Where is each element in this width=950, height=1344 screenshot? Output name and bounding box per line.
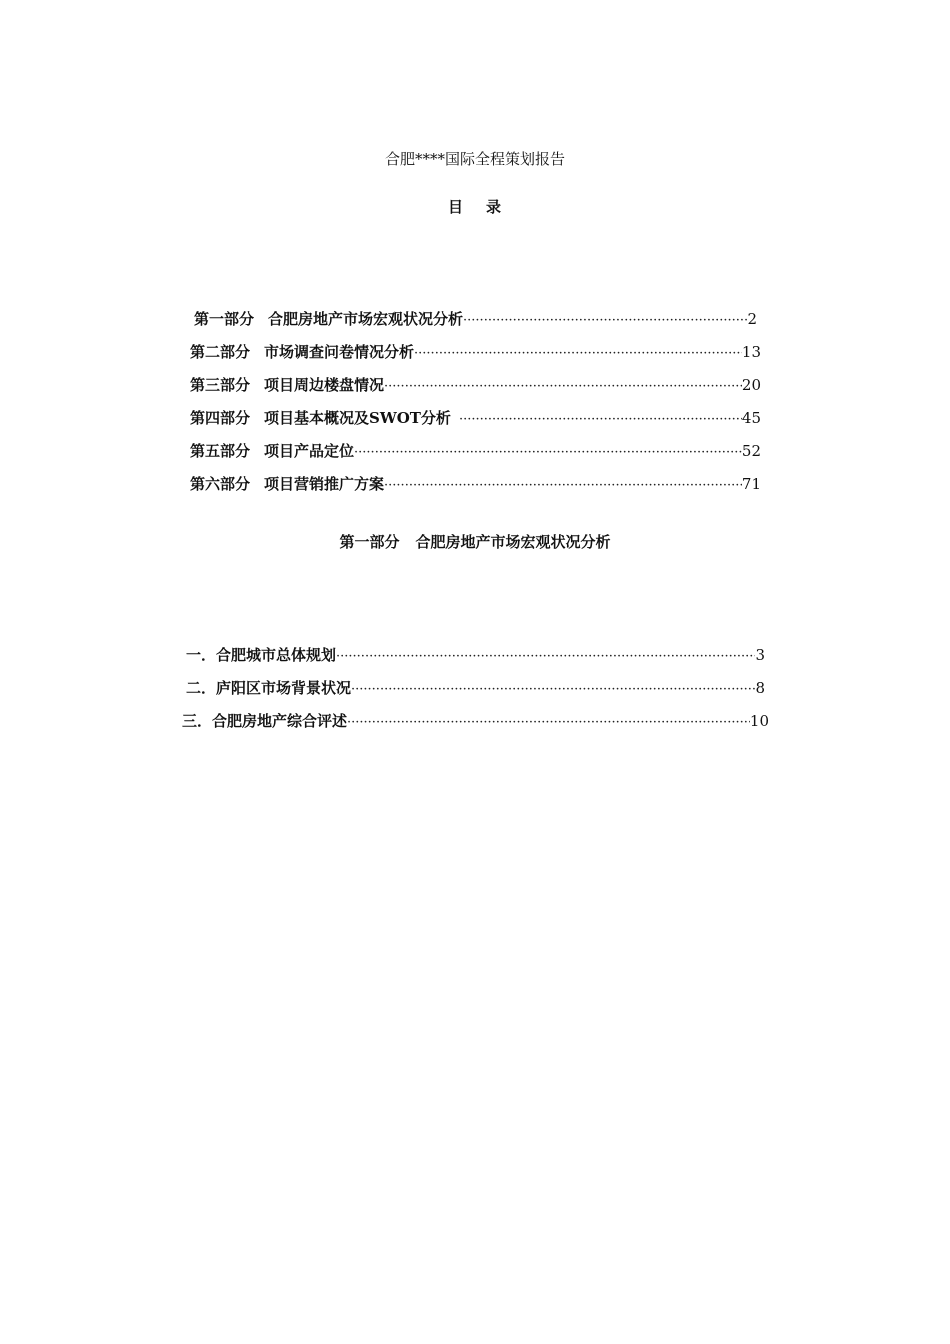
- document-title: 合肥****国际全程策划报告: [384, 150, 565, 168]
- toc-heading: [0, 197, 950, 217]
- section-heading: [0, 532, 950, 552]
- toc-entry-2[interactable]: [190, 342, 761, 364]
- subtoc-entry-page: 3: [755, 646, 765, 664]
- toc-leader-dots: [384, 377, 742, 397]
- toc-leader-dots: [384, 476, 742, 496]
- toc-entry-page: 45: [741, 409, 761, 427]
- toc-leader-dots: [463, 311, 747, 331]
- toc-entry-part: 第一部分: [194, 310, 255, 328]
- toc-entry-title: 项目周边楼盘情况: [264, 376, 385, 394]
- toc-entry-6[interactable]: [190, 474, 761, 496]
- subtoc-entry-page: 10: [749, 712, 769, 730]
- toc-entry-5[interactable]: [190, 441, 761, 463]
- toc-entry-title: 合肥房地产市场宏观状况分析: [268, 310, 464, 328]
- toc-entry-part: 第五部分: [190, 442, 251, 460]
- toc-leader-dots: [459, 410, 742, 430]
- toc-entry-3[interactable]: [190, 375, 761, 397]
- toc-leader-dots: [414, 344, 742, 364]
- section-title: 合肥房地产市场宏观状况分析: [415, 533, 611, 551]
- toc-entry-page: 71: [741, 475, 761, 493]
- toc-entry-part: 第四部分: [190, 409, 251, 427]
- subtoc-entry-page: 8: [755, 679, 765, 697]
- subtoc-entry-label: 二．庐阳区市场背景状况: [186, 679, 352, 697]
- toc-leader-dots: [354, 443, 742, 463]
- subtoc-entry-1[interactable]: [186, 645, 765, 667]
- toc-entry-title: 项目营销推广方案: [264, 475, 385, 493]
- toc-entry-page: 2: [747, 310, 757, 328]
- toc-entry-part: 第二部分: [190, 343, 251, 361]
- subtoc-entry-label: 一．合肥城市总体规划: [186, 646, 337, 664]
- toc-entry-page: 52: [741, 442, 761, 460]
- subtoc-entry-2[interactable]: [186, 678, 765, 700]
- toc-heading-right: 录: [486, 198, 503, 216]
- toc-entry-part: 第六部分: [190, 475, 251, 493]
- subtoc-entry-3[interactable]: [182, 711, 769, 733]
- section-part: 第一部分: [339, 533, 400, 551]
- toc-entry-4[interactable]: [190, 408, 761, 430]
- toc-leader-dots: [351, 680, 755, 700]
- toc-leader-dots: [347, 713, 750, 733]
- toc-entry-title: 市场调查问卷情况分析: [264, 343, 415, 361]
- subtoc-entry-label: 三．合肥房地产综合评述: [182, 712, 348, 730]
- toc-entry-page: 13: [741, 343, 761, 361]
- toc-entry-part: 第三部分: [190, 376, 251, 394]
- toc-entry-title: 项目基本概况及SWOT分析: [264, 409, 451, 427]
- toc-entry-page: 20: [741, 376, 761, 394]
- toc-entry-title: 项目产品定位: [264, 442, 355, 460]
- toc-entry-1[interactable]: [194, 309, 757, 331]
- toc-leader-dots: [336, 647, 755, 667]
- toc-heading-left: 目: [447, 198, 464, 216]
